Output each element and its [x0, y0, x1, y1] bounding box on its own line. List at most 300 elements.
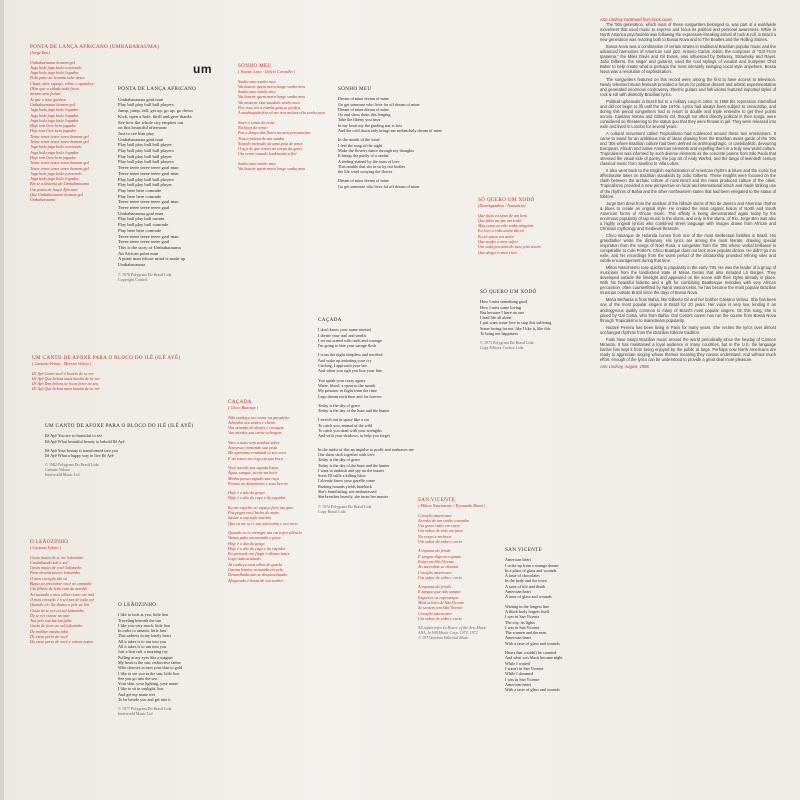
lyric-line: Que alegre o meu viver — [478, 249, 518, 255]
lyric-line: Play ball play ball ball players — [118, 102, 174, 108]
essay-heading: Arto Lindsay continued from back cover. — [600, 17, 673, 22]
lyric-line: Lego dream each time and for forever — [318, 393, 382, 399]
lyric-line: In a place of glass and wounds — [505, 567, 557, 573]
credit-line: Interworld Music Ltd — [118, 711, 153, 717]
song-subtitle: ( Chico Buarque ) — [228, 405, 259, 411]
lyric-line: Vai buscar quem mora longe sonho meu — [238, 94, 306, 100]
lyric-line: Joga bola jogo bola corerendo — [30, 170, 82, 176]
lyric-line: Quando eu te entregar tua cara pro silêncio — [228, 529, 302, 535]
lyric-line: Um sabor de vela em jarro — [418, 528, 464, 534]
lyric-line: Na corpo e na boca — [418, 533, 452, 539]
essay-paragraph: Nazaré Pereira has been living in Paris for many years. She recites the lyrics over almost unchanged rhythms from the Brazilian folklore tradition. — [600, 324, 776, 335]
lyric-line: And the cold dawn only brings me melancholy dream of mine — [338, 128, 442, 134]
lyric-line: Tenor tenor tenor tenor homem gol — [30, 165, 89, 171]
song-block-sanvicente-en — [505, 548, 600, 692]
lyric-line: A feeling stained by the tears of love — [338, 158, 400, 164]
lyric-line: Jump, jump, fall, get up, go up, go down — [118, 108, 193, 114]
copyright-credit — [418, 625, 518, 640]
lyric-line: Hoje tem livre bem jogador — [30, 154, 77, 160]
lyric-line: Traveling beneath the sun — [118, 617, 162, 623]
lyric-line: Ilê Ayê What beautiful beauty to behold Ilê Ayê — [45, 438, 125, 444]
lyric-line: I'm going to bite your savage flesh — [318, 343, 376, 349]
song-block-sanvicente-pt — [418, 498, 518, 640]
lyric-line: Some loving for me, like I like it, like this — [480, 325, 551, 331]
lyric-line: Joga bola jogo bola Jogador — [30, 107, 79, 113]
credit-line: Copy Brasil Ltda — [318, 508, 346, 514]
lyric-line: Barking hounds yields bearback — [318, 483, 372, 489]
lyric-line: Make the flowers dance through my thoughts — [338, 147, 415, 153]
lyric-line: I want to ambush and spy on the hunter — [318, 467, 385, 473]
lyric-line: Play here here comrade — [118, 193, 162, 199]
lyric-line: Por essa vez a estrela guia se perdeu — [238, 105, 300, 111]
credit-line: Copyright Control — [118, 276, 148, 282]
lyric-line: Hoje tem livre bem jogador — [30, 128, 77, 134]
lyric-line: Eu só quero um amor — [478, 233, 515, 239]
credit-line: © 1972 Polygram Do Brasil Ltda — [318, 503, 372, 509]
lyric-line: In my heart my the guiding star is lost — [338, 122, 402, 128]
credit-line: © 1977 Polygram Do Brasil Ltda — [118, 706, 172, 712]
lyric-line: American heart — [505, 557, 531, 563]
essay-paragraph: Chico Buarque de Holanda comes from one of the most intellectual families in Brazil. His grandfather wrote the dictionary. His lyrics are among the most literate, drawing special inspiration from the songs of Noel Rosa, a songwriter from the '30s whose verbal brilliance is comparable to Cole Porter's. Chico Buarque does not lack more popular diction. He didn't go into exile, and his recordings from the worst period of the dictatorship provided refining sites and subtle encouragement during that time. — [600, 232, 776, 264]
lyric-line: I set out armed with truth and courage — [318, 337, 382, 343]
song-block-sonho-en — [338, 87, 473, 189]
lyric-line: Umbabarauma goal man — [118, 96, 164, 102]
lyric-line: Um xodó pra mim do meu jeito assim — [478, 244, 541, 250]
lyric-line: I stretch out in space like a cat — [318, 417, 369, 423]
lyric-line: I divine your trail and smells — [318, 332, 367, 338]
lyric-line: Joga bola jogo bola Jogador — [30, 70, 79, 76]
lyric-line: I cross the night sleepless and terrified — [318, 352, 383, 358]
song-title: CAÇADA — [228, 399, 252, 405]
liner-notes-essay — [600, 17, 776, 369]
lyric-line: Mas como eu não tenho ninguém — [478, 223, 534, 229]
lyric-line: And wake up imitating your cry — [318, 357, 372, 363]
lyric-line: Um ponta de lança Africano — [30, 186, 78, 192]
lyric-line: Mais sereno de São Vicente — [418, 600, 465, 606]
lyric-line: I woke up from a strange dream — [505, 562, 559, 568]
lyric-line: I was in San Vicente — [505, 624, 540, 630]
lyric-line: Na boca do vento — [238, 124, 268, 130]
song-title: SAN VICENTE — [418, 497, 456, 503]
credit-line: All rights refer. In Honor of the Arts Music — [418, 625, 487, 631]
song-block-quero-en — [480, 290, 590, 350]
lyric-line: My prisoner in flight from the time — [318, 388, 377, 394]
lyric-line: Desmolhada não se desmoralizada — [228, 572, 287, 578]
lyric-line: My heart is the sun, redirective father — [118, 659, 181, 665]
lyric-line: How I miss some loving — [480, 304, 521, 310]
song-title: O LEÃOZINHO — [30, 539, 69, 545]
lyric-line: Entra em São Vicente — [418, 558, 455, 564]
lyric-line: Ilê Ayê Que beleza mais bonita de se ver — [32, 375, 100, 381]
song-title: SÓ QUERO UM XODÓ — [480, 289, 537, 295]
song-block-cacada-en — [318, 318, 458, 514]
lyric-line: Um sabor de vidro e corte — [418, 615, 462, 621]
song-title: PONTA DE LANÇA AFRICANO (UMBABARAUMA) — [30, 44, 160, 50]
lyric-line: De te ver entrar no mar — [30, 612, 70, 618]
song-title: SONHO MEU — [238, 63, 272, 69]
lyric-line: A point man whose mind is made up — [118, 256, 186, 262]
essay-signature: Arto Lindsay, August, 1988. — [600, 364, 650, 369]
song-title: SÓ QUERO UM XODÓ — [478, 197, 535, 203]
lyric-line: Joga bola jogo bola Jogador — [30, 117, 79, 123]
lyric-line: Um sabor de vidro e corte — [418, 574, 462, 580]
lyric-line: And what was black became night — [505, 655, 563, 661]
copyright-credit — [480, 340, 590, 350]
lyric-line: Hoje é o dia do caça e do caçador — [228, 495, 286, 501]
lyric-line: Soon I'll stifle a killing blow — [318, 473, 366, 479]
song-title: O LEÃOZINHO — [118, 602, 157, 608]
lyric-line: Traz a pureza de um samba — [238, 135, 285, 141]
lyric-line: Pulling at my eyes like a magnet — [118, 654, 173, 660]
lyric-line: Vocé sacode sua agonia louca — [228, 464, 279, 470]
lyric-line: Teeee teeee teeee teeee goal — [118, 205, 170, 211]
lyric-line: Hoje é o dia da graça — [228, 490, 265, 496]
lyric-line: Pernas no deitamento e seus berros — [228, 480, 288, 486]
lyric-line: Um filhote de leão raio da manhã — [30, 586, 87, 592]
lyric-line: I was in San Vicente — [505, 614, 540, 620]
lyric-line: How I miss something good — [480, 299, 528, 305]
essay-paragraph: Political upheavals in Brazil led to a military coup in 1964. In 1968 the repression intensified and did not begin to lift until the late 1970s. Lyrics had always been subject to censorship, and during this period songwriters had to resort to double and triple entendre to get their points across. Caetano Veloso and Gilberto Gil, though not often directly political in their songs, were considered so threatening to the status quo that they were thrown in jail. They were released into exile and lived in London for several years. — [600, 98, 776, 129]
lyric-line: Que Umbabarauma homem gol — [30, 192, 83, 198]
lyric-line: And get my mane wet — [118, 691, 155, 697]
lyric-line: A madrugada fria só me traz melancolia sonho meu — [238, 110, 325, 116]
lyric-line: Adivinho seu rastro e cheiro — [228, 419, 276, 425]
lyric-line: Afogueado e bosta de seu senhor — [228, 577, 284, 583]
lyric-line: Play here here comrade — [118, 227, 162, 233]
lyric-line: In the mouth of the wind — [338, 137, 380, 143]
lyric-line: I lead life all alone — [480, 315, 512, 321]
lyric-line: E ao ronco me ergo em sua boca — [228, 455, 283, 461]
lyric-line: The women and the men — [505, 630, 547, 636]
lyric-line: Joga bola jogo bola Jogador — [30, 176, 79, 182]
essay-body — [600, 22, 776, 362]
lyric-line: American heart — [505, 635, 531, 641]
lyric-line: Play ball play ball ball players — [118, 148, 174, 154]
lyric-line: Gosto muito de você leãozinho — [30, 565, 82, 571]
lyric-line: Coração americano — [418, 610, 452, 616]
lyric-line: Go get someone who lives far off dream of mine — [338, 183, 420, 189]
lyric-line: While I dreamed — [505, 671, 534, 677]
lyric-line: E sangue digo no espanto — [418, 553, 462, 559]
lyric-line: With a taste of glass and wounds — [505, 687, 560, 693]
lyric-line: I like you very much, little lion — [118, 622, 171, 628]
lyric-line: Pra pegar você bicho do mato — [228, 510, 279, 516]
lyric-line: Umbabarauma — [118, 262, 146, 268]
lyric-line: Eu levo a vida assim tão só — [478, 228, 524, 234]
lyric-line: Sentido marcado de uma gota de amor — [238, 140, 303, 146]
lyric-line: See how the whole city empties out — [118, 119, 184, 125]
lyric-line: In the body and the town — [505, 578, 547, 584]
lyric-line: Today is the day of the hunt and the hunter — [318, 462, 390, 468]
essay-paragraph: Milton Nascimento rose quickly to popularity in the early '70s. He was the leader of a group of musicians from the landlocked state of Minas Gerais that also included Lô Borges. They developed outside the limelight and appeared on the scene with their styles already in place. With his beautiful falsetto and a gift for combining Beatlesque melodies with very African percussion, often counterfitted by Naná Vasconcelos, he has become the most popular Brazilian musician outside Brazil since the days of Bossa Nova. — [600, 265, 776, 296]
lyric-line: Joga bola jogo bola Jogador — [30, 149, 79, 155]
lyric-line: Água, sangue, aceite na boca — [228, 470, 278, 476]
lyric-line: Just to see him play — [118, 130, 155, 136]
lyric-line: To catch you, animal of the wild — [318, 422, 373, 428]
lyric-line: An African point man — [118, 250, 159, 256]
credit-line: © 1976 Polygram Do Brasil Ltda — [118, 271, 172, 277]
lyric-line: Dream of mine dream of mine — [338, 178, 389, 184]
lyric-line: Não conheço seu nome ou paradeiro — [228, 414, 290, 420]
lyric-line: A taste of life and death — [505, 583, 545, 589]
song-subtitle: ( Caetano Veloso · Moreno Veloso ) — [32, 361, 92, 367]
lyric-line: Umbabarauma goal man — [118, 136, 164, 142]
essay-paragraph: It also went back to the English sophistication of American rhythm & blues and the iconic but affectionate takes on Brazilian standards by João Gilberto. These insights were focused on the clash between the archaic culture of rural Brazil and the mass produced culture of the cities. Tropicalismo provided a new perspective on local and international kitsch and made striking use of the rhythms of Bahia and the other northeastern states that had been relegated to the status of folklore. — [600, 168, 776, 199]
lyric-line: Teeee teeee teeee teeee goal man — [118, 165, 179, 171]
song-title: PONTA DE LANÇA AFRICANO — [118, 86, 197, 92]
lyric-line: Que falta eu sinto de um bem — [478, 212, 528, 218]
lyric-line: To be beside you and get into it — [118, 697, 171, 703]
credit-line: Copy Editora Corisco Ltda — [480, 345, 524, 351]
lyric-line: Vai buscar quem mora longe sonho meu — [238, 83, 306, 89]
lyric-line: Vamos unho arrastando o peixe — [228, 535, 282, 541]
lyric-line: Vai buscar quem mora longe sonho meu — [238, 166, 306, 172]
essay-paragraph: The songwriters featured on this record were among the first to have access to television. Newly televised music festivals provided a forum for political dissent and artistic experimentation and generated enormous controversy. Electric guitars and folk idioms featured imported styles of rock & roll with distinctly Brazilian lyrics. — [600, 76, 776, 97]
lyric-line: Tua pele tua luz tua juba — [30, 618, 72, 624]
lyric-line: Ao sacerdote se chamas — [418, 564, 459, 570]
lyric-line: Today is the day of grace — [318, 402, 361, 408]
lyric-line: Em se a historia de Umbabarauma — [30, 181, 89, 187]
credit-line: Caetano Veloso — [45, 467, 70, 473]
lyric-line: Dream of mine dream of mine — [338, 96, 389, 102]
lyric-line: Play ball play ball ball player — [118, 153, 172, 159]
lyric-line: Waiting in the longest line — [505, 603, 550, 609]
lyric-line: Ilê Ayê Como você é bonito de se ver — [32, 370, 94, 376]
lyric-line: Ilê Ayê What a happy way to live Ilê Ayê — [45, 453, 114, 459]
song-block-cacada-pt — [228, 400, 336, 583]
lyric-line: I feel the song of the night — [338, 142, 383, 148]
lyric-line: De estar perto de você — [30, 634, 68, 640]
song-block-quero-pt — [478, 198, 588, 255]
essay-paragraph: The '50s generation, which most of these songwriters belonged to, was part of a worldwide movement that used music to express and focus its political and personal awareness. While in North America psychedelia was following the expression-breaking arrival of rock & roll, in Brazil a new generation was reacting both to Bossa Nova and to The Beatles and the Rolling Stones. — [600, 22, 776, 43]
lyric-line: Coração americano — [418, 512, 452, 518]
lyric-line: Go and show them this longing — [338, 112, 391, 118]
song-subtitle: (Dominguinhos / Anastácia) — [478, 203, 526, 209]
lyric-line: Just a lion cub, a morning ray — [118, 649, 168, 655]
song-title: CAÇADA — [318, 317, 342, 323]
lyric-line: Ilê Ayê Que beleza mais bonita de se ver — [32, 386, 100, 392]
lyric-line: O aço de que temos no corpo da gente — [238, 146, 303, 152]
essay-paragraph: Bossa Nova was a combination of certain strains in traditional Brazilian popular music and the advanced harmonies of American cool jazz. Antonio Carlos Jobim, the composer of "Girl From Ipanema," the Miles Davis and Gil Evans, was influenced by Debussy, Stravinsky and Ravel. João Gilberto, the singer and guitarist, used the cool stylings of vocalist and trumpeter Chet Baker to help create what is perhaps the most intensely swinging vocal style anywhere. Bossa Nova was a revolution of sophistication. — [600, 44, 776, 75]
lyric-line: Who chooses to turn your skin to gold — [118, 665, 183, 671]
song-title: UM CANTO DE AFOXÉ PARA O BLOCO DO ILÊ (ILÊ AYÊ) — [32, 355, 181, 361]
lyric-line: I was in San Vicente — [505, 676, 540, 682]
lyric-line: Sonho meu sonho meu — [238, 160, 276, 166]
song-subtitle: (Jorge Ben) — [30, 50, 50, 56]
credit-line: © 1973 Polygram Do Brasil Ltda — [480, 340, 534, 346]
lyric-line: Hoje tem livre bem jogador — [30, 123, 77, 129]
lyric-line: Take the liberty you have — [338, 117, 381, 123]
lyric-line: Play ball play ball ball players — [118, 159, 174, 165]
lyric-line: Play here here comrade — [118, 187, 162, 193]
song-subtitle: ( Caetano Veloso ) — [30, 545, 62, 551]
lyric-line: Vou armado de dentes e coragem — [228, 425, 284, 431]
lyric-line: Circling, I approach your lair — [318, 363, 367, 369]
lyric-line: Que falta me faz um xodó — [478, 217, 521, 223]
lyric-line: Ai que o time ganhou — [30, 96, 66, 102]
credit-line: ANA, In WB Music Corp. 1974, 1972 — [418, 630, 478, 636]
lyric-line: This is the story of Umbabarauma — [118, 244, 181, 250]
lyric-line: Today is the day of the hunt and the hunter — [318, 408, 390, 414]
lyric-line: Go get someone who lives far off dream of mine — [338, 101, 420, 107]
lyric-line: Tenor tenor tenor tenor homem gol — [30, 160, 89, 166]
lyric-line: Que acabe o meu sofrer — [478, 239, 519, 245]
lyric-line: Play ball play ball runnin — [118, 216, 165, 222]
lyric-line: Today is the day of grace — [318, 457, 361, 463]
lyric-line: Our skins stick together with love — [318, 451, 375, 457]
essay-paragraph: Jorge Ben drew from the sambas of the hillside slums of Rio de Janeiro and American rhythm & blues to create an original style. He created the most organic fusion of North and South American forms of African music. This affinity is being demonstrated again today by the enormous popularity of rap music in the slums, and only in the slums, of Rio. Jorge Ben was also a highly original lyricist who combined street language with images drawn from African and Christian mythology and medieval literature. — [600, 200, 776, 231]
lyric-line: A espuma da ferida — [418, 548, 451, 554]
lyric-line: Varo a noite sem sombra sobre — [228, 439, 280, 445]
song-block-canto-pt — [32, 356, 212, 392]
lyric-line: It brings the purity of a samba — [338, 153, 389, 159]
lyric-line: Atravesso tremendo sua pista — [228, 445, 278, 451]
lyric-line: Kick, open a hole, thrill and give thanks — [118, 113, 192, 119]
lyric-line: This sadness in my lonely heart — [118, 633, 171, 639]
lyric-line: And when you sigh you lose your line — [318, 368, 382, 374]
lyric-line: Caminhando sob o sol — [30, 559, 68, 565]
lyric-line: I already know your gazelle come — [318, 478, 375, 484]
lyric-line: In the midst of this an impulse to profit and embraces me — [318, 446, 414, 452]
lyric-line: Play ball play ball comrade — [118, 222, 169, 228]
lyric-line: Umbabarauma — [30, 197, 56, 203]
lyric-line: Eu pretendo me fingir o último lance — [228, 551, 290, 557]
lyric-line: Play ball play ball ball player — [118, 142, 172, 148]
lyric-line: A taste of chocolates — [505, 573, 540, 579]
song-title: SAN VICENTE — [505, 547, 543, 553]
lyric-line: the life wind swaying the flower — [338, 169, 393, 175]
lyric-line: Minha presa rugindo sua raça — [228, 475, 280, 481]
lyric-line: The city, its lights — [505, 619, 535, 625]
lyric-line: Hoje é o dia da graça — [228, 540, 265, 546]
song-subtitle: ( Milton Nascimento / Fernando Brant ) — [418, 503, 486, 509]
lyric-line: Dream of mine dream of mine — [338, 106, 389, 112]
lyric-line: While I waited — [505, 660, 530, 666]
lyric-line: O meu coração tão só — [30, 575, 67, 581]
song-block-ponta-en — [118, 87, 228, 282]
lyric-line: Hours that couldn't be counted — [505, 650, 557, 656]
lyric-line: Chuta, abre espaço, vibra, e agradece — [30, 80, 95, 86]
lyric-line: Gosto muito de te ver leãozinho — [30, 554, 84, 560]
lyric-line: Garota bonita, acostada em pelo — [228, 567, 284, 573]
lyric-line: Que eu me sei e sou seu sonho e seu meio — [228, 520, 298, 526]
lyric-line: Umbabarauma homem gol — [30, 59, 75, 65]
lyric-line: She's humiliating, not embarrassed — [318, 489, 377, 495]
copyright-credit — [118, 272, 228, 282]
lyric-line: To bring me happiness — [480, 331, 518, 337]
lyric-line: I just want some love to stop this suffering — [480, 320, 552, 326]
lyric-line: Teeee teeee teeee teeee goal man — [118, 199, 179, 205]
lyric-line: I like to sit in sunlight, lion — [118, 686, 164, 692]
lyric-line: Gosto de ficar ao sol leãozinho — [30, 623, 83, 629]
lyric-line: Se sentem tem São Vicente — [418, 605, 463, 611]
lyric-line: Sonho meu sonho meu — [238, 78, 276, 84]
essay-paragraph: A cultural movement called Tropicalismo had coalesced around these two entertainers. It came to stand for an ambitious mix of ideas drawing from the Brazilian avant garde of the '20s and '30s where Brazilian culture had been defined as anthropophagic, or cannibalistic, devouring European, African and native American elements and expelling them in a truly new world culture. Tropicalismo was informed by such diverse elements as the concrete poems from São Paulo that stressed the visual side of poetry, the pop art of Andy Warhol, and the tango of twentieth century classical music from Jovelino to Villa Lobos. — [600, 130, 776, 167]
lyric-line: Joga bola jogo bola Jogador — [30, 112, 79, 118]
lyric-line: See you go into the sea — [118, 675, 157, 681]
lyric-line: De molhar minha juba — [30, 628, 69, 634]
lyric-line: Joga bola jogo bola corerendo — [30, 144, 82, 150]
lyric-line: Ilê Ayê Your beauty is transformed into you — [45, 447, 119, 453]
lyric-line: Um gosto vidro em carro — [418, 523, 461, 529]
song-title: UM CANTO DE AFOXE PARA O BLOCO DO ILÊ (ILÊ AYÊ) — [45, 423, 194, 429]
lyric-line: With a taste of glass and wounds — [505, 640, 560, 646]
lyric-line: Logo tudo acabado — [228, 556, 261, 562]
lyric-line: American heart — [505, 681, 531, 687]
lyric-line: Acordei de um sonho estranho — [418, 517, 470, 523]
lyric-line: Play ball play ball ball player — [118, 182, 172, 188]
lyric-line: Ilê Ayê You are so beautiful to see — [45, 433, 103, 439]
song-block-leaozinho-en — [118, 603, 228, 716]
lyric-line: I don't know your name normal — [318, 327, 371, 333]
copyright-credit — [118, 706, 228, 716]
lyric-line: Um sabor de vidro e corte — [418, 539, 462, 545]
lyric-line: A espuma da ferida — [418, 584, 451, 590]
lyric-line: And with your shadows, to help you forget — [318, 433, 390, 439]
lyric-line: Quando ele lhe doura a pele ao léu — [30, 602, 90, 608]
lyric-line: Já conheço seus olhos de gazela — [228, 561, 283, 567]
lyric-line: on this beautiful afternoon — [118, 125, 167, 131]
lyric-line: Faz a dança das flores no meu pensamento — [238, 130, 311, 136]
lyric-line: Sonho meu sonho meu — [238, 89, 276, 95]
lyric-line: Pula pula cai levanta sobe desce — [30, 75, 86, 81]
lyric-line: Um vento voando lembrando a flor — [238, 151, 297, 157]
lyric-line: Sinto o canto da noite — [238, 119, 275, 125]
copyright-credit — [45, 462, 220, 477]
song-block-sonho-pt — [238, 64, 353, 171]
lyric-line: mesmo sem fechar — [30, 91, 61, 97]
lyric-line: In order to unsaint, little lion — [118, 628, 167, 634]
lyric-line: Arrastando o meu olhar como um imã — [30, 591, 94, 597]
lyric-line: To catch you dead with your strengths — [318, 428, 382, 434]
lyric-line: Umbabarauma goal man — [118, 210, 164, 216]
lyric-line: Vai mostrar esta saudade sonho meu — [238, 99, 300, 105]
lyric-line: Teeee teeee teeee teeee goal man — [118, 233, 179, 239]
lyric-line: I like to see you in the sun, little lion — [118, 670, 180, 676]
lyric-line: Ilê Ayê Tem beleza se tocar forte no seu — [32, 381, 99, 387]
lyric-line: All it takes is to run into you — [118, 644, 167, 650]
lyric-line: De estar perto de você e entrar numa — [30, 639, 93, 645]
lyric-line: O meu coração é o sol pai de toda cor — [30, 596, 95, 602]
lyric-line: Joga bola jogo bola corerendo — [30, 64, 82, 70]
lyric-line: Umbabarauma homem gol — [30, 101, 75, 107]
lyric-line: A black body forgets itself — [505, 608, 550, 614]
credit-line: © 1973 Itatiaia Editorial Music — [418, 635, 470, 641]
lyric-line: Olha que a cidade toda ficou — [30, 86, 79, 92]
song-subtitle: ( Yvonne Lara · Délcio Carvalho ) — [238, 69, 296, 75]
song-block-leaozinho-pt — [30, 540, 125, 645]
lyric-line: This marble that sits in us by our bodies — [338, 163, 405, 169]
lyric-line: Vou morder sua carne selvagem — [228, 430, 282, 436]
lyric-line: Coração americano — [418, 569, 452, 575]
lyric-line: Eu me espicho no espaço feito um gato — [228, 504, 294, 510]
lyric-line: Tenor tenor tenor tenor homem gol — [30, 139, 89, 145]
lyric-line: Saciar a sua toda instinto — [228, 515, 272, 521]
lyric-line: She breathes heavily, she turns her master — [318, 494, 389, 500]
lyric-line: You speak your crazy agony — [318, 377, 366, 383]
lyric-line: Tenor tenor tenor tenor homem gol — [30, 133, 89, 139]
credit-line: © 1982 Polygram Do Brasil Ltda — [45, 462, 99, 468]
album-word-heading: um — [193, 62, 212, 76]
lyric-line: But because I have no one — [480, 309, 525, 315]
lyric-line: Your skin, your lighting, your mane — [118, 681, 178, 687]
lyric-line: Hoje é o dia do caça e do caçador — [228, 545, 286, 551]
lyric-line: Teeee teeee teeee teeee goal man — [118, 170, 179, 176]
lyric-line: Play ball play ball ball players — [118, 176, 174, 182]
lyric-line: Esquecer as esperanças — [418, 594, 459, 600]
lyric-line: I like to look at you, little lion — [118, 612, 169, 618]
credit-line: Interworld Music Ltd — [45, 472, 80, 478]
